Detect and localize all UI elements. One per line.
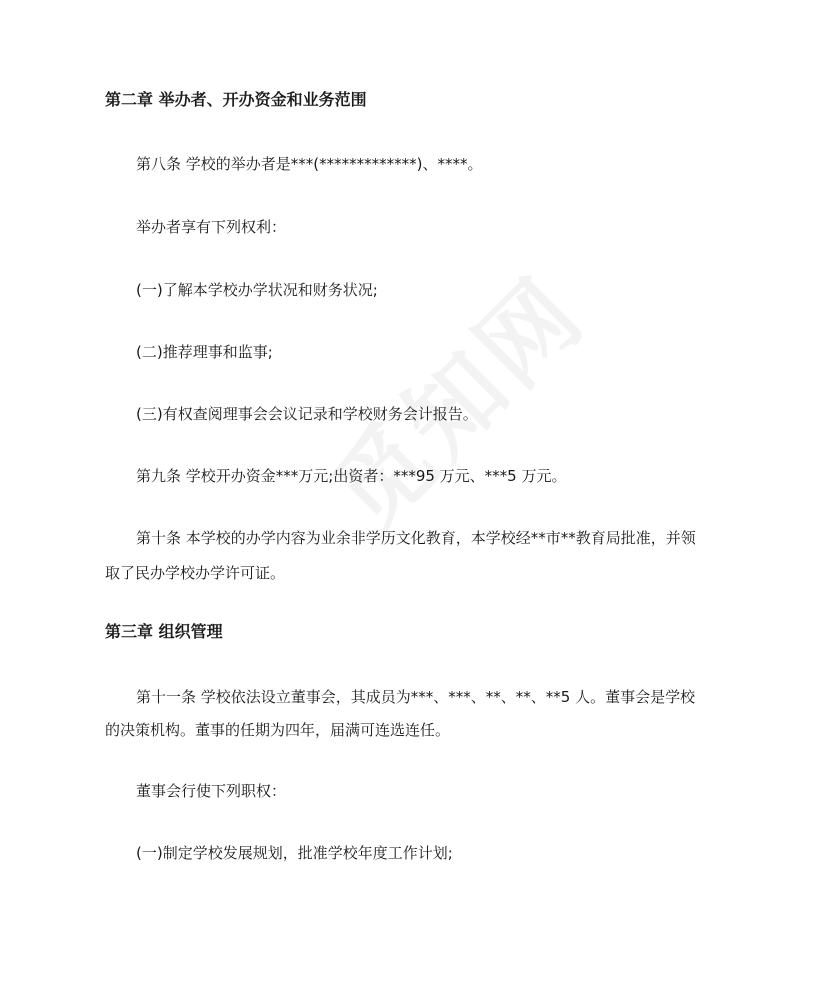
chapter-3-heading: 第三章 组织管理 bbox=[105, 622, 223, 641]
rights-intro: 举办者享有下列权利： bbox=[136, 218, 287, 236]
article-8: 第八条 学校的举办者是***(*************)、****。 bbox=[136, 155, 483, 173]
article-9: 第九条 学校开办资金***万元;出资者：***95 万元、***5 万元。 bbox=[136, 467, 567, 485]
article-10-line-2: 取了民办学校办学许可证。 bbox=[105, 564, 286, 582]
article-10-line-1: 第十条 本学校的办学内容为业余非学历文化教育，本学校经**市**教育局批准，并领 bbox=[136, 529, 696, 547]
article-11-line-1: 第十一条 学校依法设立董事会，其成员为***、***、**、**、**5 人。董事会是学校 bbox=[136, 688, 696, 706]
board-power-1: (一)制定学校发展规划，批准学校年度工作计划; bbox=[136, 844, 453, 862]
right-1: (一)了解本学校办学状况和财务状况; bbox=[136, 281, 378, 299]
right-2: (二)推荐理事和监事; bbox=[136, 343, 273, 361]
chapter-2-heading: 第二章 举办者、开办资金和业务范围 bbox=[105, 90, 367, 109]
board-powers-intro: 董事会行使下列职权： bbox=[136, 782, 287, 800]
article-11-line-2: 的决策机构。董事的任期为四年，届满可连选连任。 bbox=[105, 721, 451, 739]
right-3: (三)有权查阅理事会会议记录和学校财务会计报告。 bbox=[136, 405, 478, 423]
